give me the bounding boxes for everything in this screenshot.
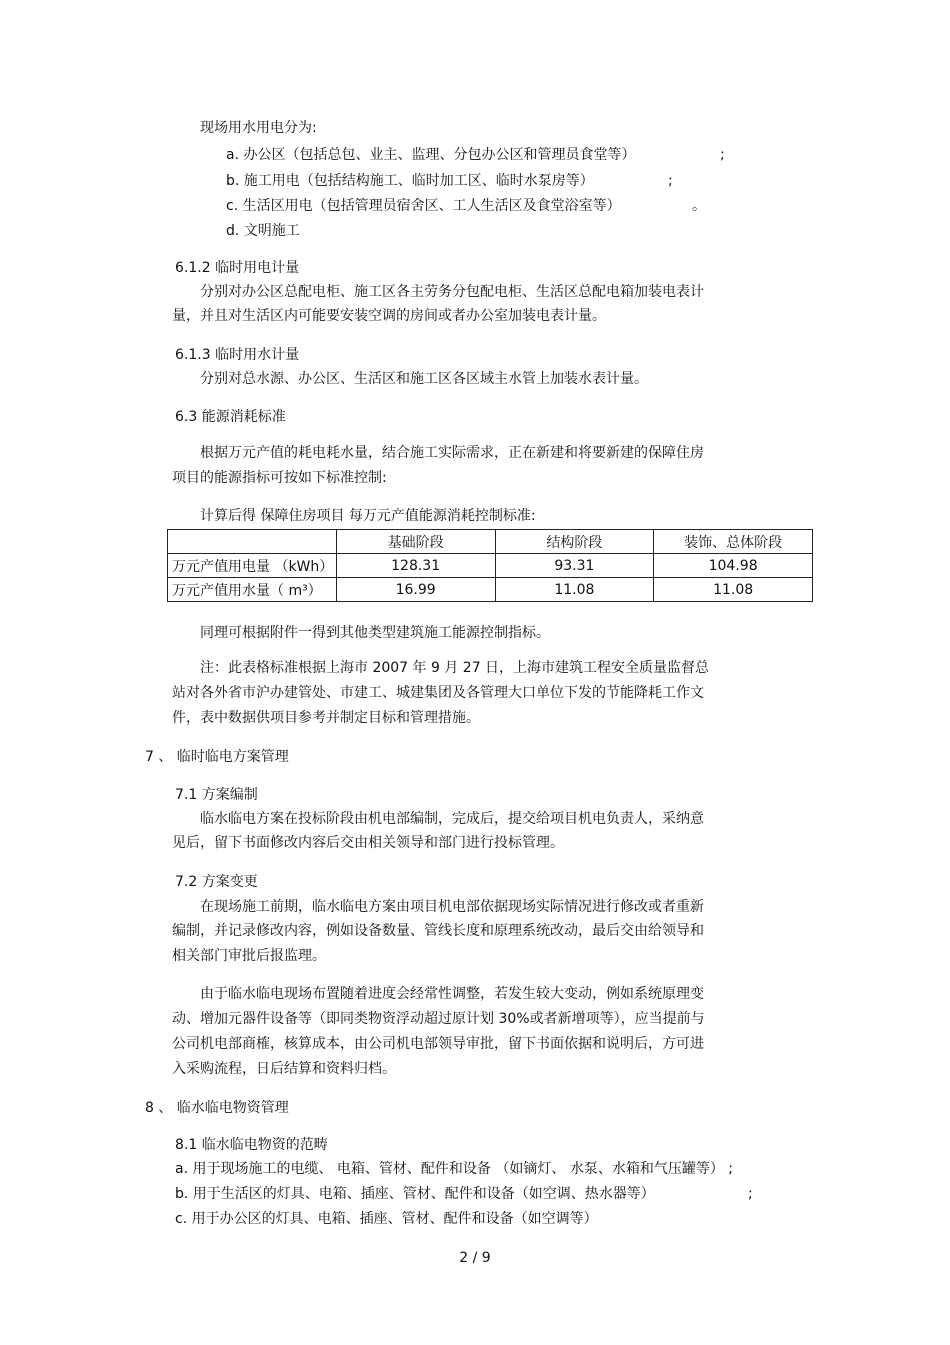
- list-item-8b: b. 用于生活区的灯具、电箱、插座、管材、配件和设备（如空调、热水器等）: [175, 1186, 655, 1202]
- paragraph-line: 见后，留下书面修改内容后交由相关领导和部门进行投标管理。: [172, 835, 564, 851]
- paragraph-line: 相关部门审批后报监理。: [172, 948, 326, 964]
- paragraph-line: 量，并且对生活区内可能要安装空调的房间或者办公室加装电表计量。: [172, 308, 606, 324]
- paragraph-line: 项目的能源指标可按如下标准控制:: [172, 470, 387, 486]
- table-row-label: 万元产值用电量 （kWh）: [168, 554, 337, 578]
- paragraph-line: 分别对总水源、办公区、生活区和施工区各区域主水管上加装水表计量。: [200, 371, 648, 387]
- paragraph-line: 编制，并记录修改内容，例如设备数量、管线长度和原理系统改动，最后交由给领导和: [172, 923, 704, 939]
- table-cell: 93.31: [495, 554, 654, 578]
- table-header-cell: [168, 530, 337, 554]
- note-line: 注：此表格标准根据上海市 2007 年 9 月 27 日，上海市建筑工程安全质量监督总: [200, 660, 710, 676]
- section-heading-8-1: 8.1 临水临电物资的范畴: [175, 1137, 328, 1153]
- list-item-c: c. 生活区用电（包括管理员宿舍区、工人生活区及食堂浴室等）: [226, 198, 621, 214]
- list-item-b-end: ;: [668, 173, 673, 189]
- table-header-cell: 基础阶段: [336, 530, 495, 554]
- list-item-a-end: ;: [720, 147, 725, 163]
- paragraph-line: 同理可根据附件一得到其他类型建筑施工能源控制指标。: [200, 625, 550, 641]
- list-item-d: d. 文明施工: [226, 223, 300, 239]
- table-caption: 计算后得 保障住房项目 每万元产值能源消耗控制标准:: [200, 508, 536, 524]
- table-cell: 11.08: [495, 578, 654, 602]
- section-heading-6-1-2: 6.1.2 临时用电计量: [175, 260, 300, 276]
- paragraph-line: 动、增加元器件设备等（即同类物资浮动超过原计划 30%或者新增项等），应当提前与: [172, 1011, 705, 1027]
- paragraph-line: 由于临水临电现场布置随着进度会经常性调整，若发生较大变动，例如系统原理变: [200, 986, 704, 1002]
- paragraph-line: 分别对办公区总配电柜、施工区各主劳务分包配电柜、生活区总配电箱加装电表计: [200, 284, 704, 300]
- list-item-c-end: 。: [692, 198, 706, 214]
- paragraph-line: 根据万元产值的耗电耗水量，结合施工实际需求，正在新建和将要新建的保障住房: [200, 445, 704, 461]
- table-header-row: [168, 530, 813, 554]
- section-heading-7-1: 7.1 方案编制: [175, 787, 258, 803]
- table-row: [168, 578, 813, 602]
- paragraph-line: 在现场施工前期，临水临电方案由项目机电部依据现场实际情况进行修改或者重新: [200, 899, 704, 915]
- table-cell: 128.31: [336, 554, 495, 578]
- table-cell: 11.08: [654, 578, 813, 602]
- list-item-8c: c. 用于办公区的灯具、电箱、插座、管材、配件和设备（如空调等）: [175, 1211, 598, 1227]
- list-item-a: a. 办公区（包括总包、业主、监理、分包办公区和管理员食堂等）: [226, 147, 636, 163]
- table-cell: 16.99: [336, 578, 495, 602]
- table-cell: 104.98: [654, 554, 813, 578]
- section-heading-7: 7 、 临时临电方案管理: [145, 749, 289, 765]
- energy-standard-table: [167, 529, 813, 602]
- section-heading-6-1-3: 6.1.3 临时用水计量: [175, 347, 300, 363]
- section-heading-8: 8 、 临水临电物资管理: [145, 1100, 289, 1116]
- table-row-label: 万元产值用水量（ m³）: [168, 578, 337, 602]
- note-line: 件，表中数据供项目参考并制定目标和管理措施。: [172, 710, 480, 726]
- paragraph-line: 公司机电部商榷，核算成本，由公司机电部领导审批，留下书面依据和说明后，方可进: [172, 1036, 704, 1052]
- section-heading-6-3: 6.3 能源消耗标准: [175, 409, 286, 425]
- section-heading-7-2: 7.2 方案变更: [175, 874, 258, 890]
- list-item-8b-end: ;: [748, 1186, 753, 1202]
- note-line: 站对各外省市沪办建管处、市建工、城建集团及各管理大口单位下发的节能降耗工作文: [172, 685, 704, 701]
- table-header-cell: 装饰、总体阶段: [654, 530, 813, 554]
- paragraph-line: 入采购流程，日后结算和资料归档。: [172, 1061, 396, 1077]
- intro-text: 现场用水用电分为:: [200, 120, 317, 136]
- list-item-b: b. 施工用电（包括结构施工、临时加工区、临时水泵房等）: [226, 173, 594, 189]
- table-row: [168, 554, 813, 578]
- paragraph-line: 临水临电方案在投标阶段由机电部编制，完成后，提交给项目机电负责人，采纳意: [200, 811, 704, 827]
- list-item-8a: a. 用于现场施工的电缆、 电箱、管材、配件和设备 （如镝灯、 水泵、水箱和气压罐等） ;: [175, 1161, 733, 1177]
- page-number: 2 / 9: [459, 1250, 491, 1266]
- table-header-cell: 结构阶段: [495, 530, 654, 554]
